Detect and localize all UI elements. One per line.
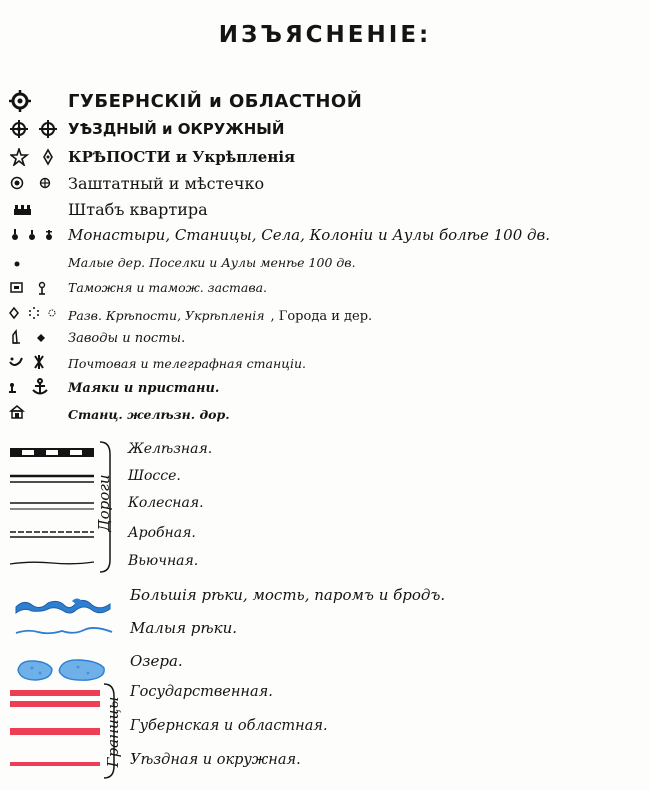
monastery-village-icons [10,227,60,247]
road-label-cart: Колесная. [128,495,204,511]
settlement-label-ruins-extra: , Города и дер. [270,309,373,324]
road-label-highway: Шоссе. [128,468,181,484]
small-river-symbol [14,624,114,640]
lighthouse-anchor-icon [8,378,54,400]
settlement-label-railway-station: Станц. желѣзн. дор. [68,407,230,422]
ruined-fortress-icon [8,305,60,325]
road-arba-symbol [10,530,94,540]
water-label-large-rivers: Большія рѣки, мость, паромъ и бродъ. [130,586,446,604]
settlement-label-fortress: КРѢПОСТИ и Укрѣпленія [68,148,296,166]
settlement-label-gubernia: ГУБЕРНСКІЙ и ОБЛАСТНОЙ [68,91,363,112]
settlement-label-monastery: Монастыри, Станицы, Села, Колоніи и Аулы болѣе 100 дв. [68,226,551,244]
zashtatny-town-icon [10,175,60,195]
uezd-boundary-symbol [10,760,100,770]
boundary-label-gubernia: Губернская и областная. [130,718,328,734]
boundaries-group-label: Границы [104,696,122,768]
road-label-arba: Аробная. [128,525,196,541]
roads-group-label: Дороги [95,474,113,532]
headquarters-icon [12,204,34,220]
road-label-railway: Желѣзная. [128,441,213,457]
road-railway-symbol [10,447,94,459]
settlement-label-customs: Таможня и тамож. застава. [68,280,268,295]
road-highway-symbol [10,473,94,485]
railway-station-icon [9,405,25,423]
uezd-city-icon [8,119,64,143]
fortress-icon [10,148,60,170]
road-label-pack: Вьючная. [128,553,199,569]
legend-title: ИЗЪЯСНЕНІЕ: [218,22,432,48]
gubernia-boundary-symbol [10,726,100,738]
settlement-label-lighthouse: Маяки и пристани. [68,381,220,396]
road-cart-symbol [10,500,94,512]
settlement-label-ruins: Разв. Крѣпости, Укрѣпленія [68,308,265,323]
settlement-label-factory: Заводы и посты. [68,331,186,346]
state-boundary-symbol [10,688,100,710]
large-river-symbol [14,595,114,619]
post-telegraph-icon [8,354,54,374]
settlement-row-ruins [68,305,372,324]
lake-symbol [14,656,114,684]
boundary-label-uezd: Уѣздная и окружная. [130,752,301,768]
road-pack-symbol [10,558,94,568]
factory-post-icon [11,329,51,349]
settlement-label-headquarters: Штабъ квартира [68,200,208,219]
settlement-label-small-village: Малые дер. Поселки и Аулы менѣе 100 дв. [68,255,356,270]
water-label-lakes: Озера. [130,652,183,670]
settlement-label-post: Почтовая и телеграфная станціи. [68,356,306,371]
small-village-icon [13,258,23,273]
water-label-small-rivers: Малыя рѣки. [130,619,237,637]
customs-icon [10,280,50,300]
settlement-label-zashtatny: Заштатный и мѣстечко [68,174,265,193]
gubernia-city-icon [8,90,34,116]
settlement-label-uezd: УѢЗДНЫЙ и ОКРУЖНЫЙ [68,120,285,138]
boundary-label-state: Государственная. [130,684,273,700]
